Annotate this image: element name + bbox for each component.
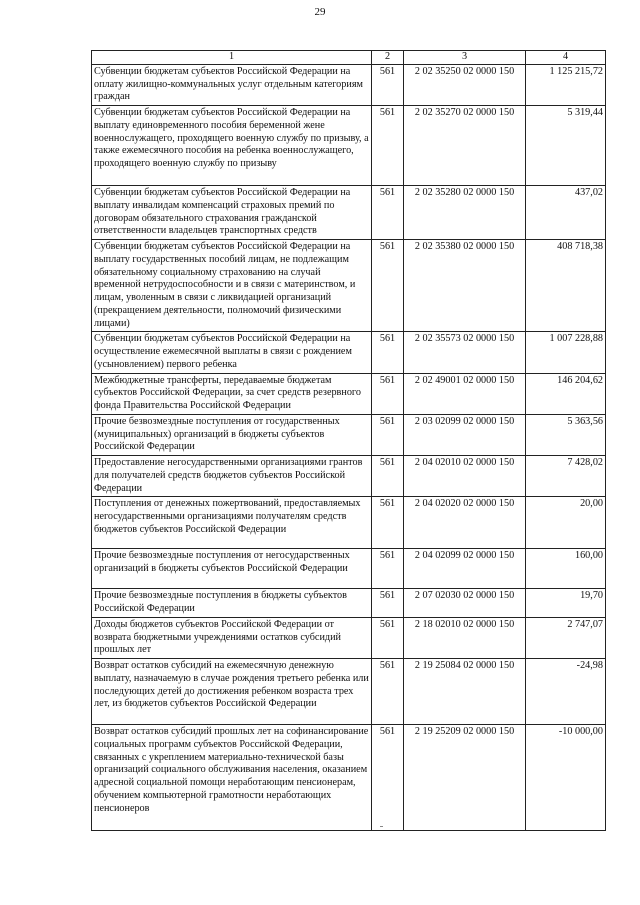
row-amount: -10 000,00 [526,725,606,831]
row-name: Субвенции бюджетам субъектов Российской Федерации на выплату инвалидам компенсаций страховых премий по договорам обязательного страхования гражданской ответственности владельцев транспортных средств [92,186,372,240]
column-header-3: 3 [404,51,526,65]
row-admin-code: 561 [372,414,404,455]
row-name: Прочие безвозмездные поступления в бюджеты субъектов Российской Федерации [92,589,372,618]
row-amount: 5 319,44 [526,106,606,186]
row-admin-code: 561 [372,456,404,497]
table-row [92,617,606,658]
row-amount: 437,02 [526,186,606,240]
table-row [92,332,606,373]
table-row [92,549,606,589]
row-budget-code: 2 04 02020 02 0000 150 [404,497,526,549]
budget-revenue-table [91,50,606,831]
row-name: Поступления от денежных пожертвований, предоставляемых негосударственными организациями получателям средств бюджетов субъектов Российской Федерации [92,497,372,549]
table-row [92,64,606,105]
row-budget-code: 2 04 02010 02 0000 150 [404,456,526,497]
row-amount: 1 007 228,88 [526,332,606,373]
row-name: Возврат остатков субсидий на ежемесячную денежную выплату, назначаемую в случае рождения третьего ребенка или последующих детей до достижения ребенком возраста трех лет, из бюджетов субъектов Российской Федерации [92,659,372,725]
row-admin-code: 561 [372,64,404,105]
table-row [92,414,606,455]
row-budget-code: 2 02 35250 02 0000 150 [404,64,526,105]
row-amount: 1 125 215,72 [526,64,606,105]
row-name: Прочие безвозмездные поступления от негосударственных организаций в бюджеты субъектов Российской Федерации [92,549,372,589]
row-admin-code: 561 [372,549,404,589]
row-budget-code: 2 03 02099 02 0000 150 [404,414,526,455]
row-budget-code: 2 02 35280 02 0000 150 [404,186,526,240]
row-admin-code: 561 [372,589,404,618]
row-admin-code: 561 [372,725,404,831]
row-name: Предоставление негосударственными организациями грантов для получателей средств бюджетов субъектов Российской Федерации [92,456,372,497]
scan-speck [380,826,383,827]
row-budget-code: 2 02 35573 02 0000 150 [404,332,526,373]
row-admin-code: 561 [372,497,404,549]
row-amount: 2 747,07 [526,617,606,658]
table-row [92,659,606,725]
row-amount: -24,98 [526,659,606,725]
row-budget-code: 2 02 35380 02 0000 150 [404,240,526,332]
column-header-4: 4 [526,51,606,65]
row-name: Возврат остатков субсидий прошлых лет на софинансирование социальных программ субъектов Российской Федерации, связанных с укреплением материально-технической базы организаций социального обслуживания населения, оказанием адресной социальной помощи неработающим пенсионерам, обучением компьютерной грамотности неработающих пенсионеров [92,725,372,831]
row-name: Субвенции бюджетам субъектов Российской Федерации на осуществление ежемесячной выплаты в связи с рождением (усыновлением) первого ребенка [92,332,372,373]
row-admin-code: 561 [372,332,404,373]
row-admin-code: 561 [372,659,404,725]
row-amount: 160,00 [526,549,606,589]
row-name: Субвенции бюджетам субъектов Российской Федерации на выплату государственных пособий лицам, не подлежащим обязательному социальному страхованию на случай временной нетрудоспособности и в связи с материнством, и лицам, уволенным в связи с ликвидацией организаций (прекращением деятельности, полномочий физическими лицами) [92,240,372,332]
row-amount: 20,00 [526,497,606,549]
row-amount: 146 204,62 [526,373,606,414]
page-number: 29 [314,6,326,18]
row-amount: 19,70 [526,589,606,618]
row-admin-code: 561 [372,617,404,658]
column-header-1: 1 [92,51,372,65]
row-admin-code: 561 [372,240,404,332]
row-budget-code: 2 19 25084 02 0000 150 [404,659,526,725]
row-budget-code: 2 07 02030 02 0000 150 [404,589,526,618]
row-amount: 7 428,02 [526,456,606,497]
column-header-2: 2 [372,51,404,65]
table-row [92,373,606,414]
row-budget-code: 2 04 02099 02 0000 150 [404,549,526,589]
row-budget-code: 2 19 25209 02 0000 150 [404,725,526,831]
row-name: Доходы бюджетов субъектов Российской Федерации от возврата бюджетными учреждениями остатков субсидий прошлых лет [92,617,372,658]
row-budget-code: 2 18 02010 02 0000 150 [404,617,526,658]
row-amount: 408 718,38 [526,240,606,332]
row-name: Субвенции бюджетам субъектов Российской Федерации на оплату жилищно-коммунальных услуг отдельным категориям граждан [92,64,372,105]
row-admin-code: 561 [372,186,404,240]
table-row [92,725,606,831]
row-amount: 5 363,56 [526,414,606,455]
table-row [92,186,606,240]
row-budget-code: 2 02 35270 02 0000 150 [404,106,526,186]
row-budget-code: 2 02 49001 02 0000 150 [404,373,526,414]
row-name: Межбюджетные трансферты, передаваемые бюджетам субъектов Российской Федерации, за счет средств резервного фонда Правительства Российской Федерации [92,373,372,414]
row-name: Прочие безвозмездные поступления от государственных (муниципальных) организаций в бюджеты субъектов Российской Федерации [92,414,372,455]
table-header-row [92,51,606,65]
table-row [92,106,606,186]
table-row [92,497,606,549]
table-row [92,589,606,618]
row-admin-code: 561 [372,106,404,186]
table-row [92,240,606,332]
row-name: Субвенции бюджетам субъектов Российской Федерации на выплату единовременного пособия беременной жене военнослужащего, проходящего военную службу по призыву, а также ежемесячного пособия на ребенка военнослужащего, проходящего военную службу по призыву [92,106,372,186]
table-row [92,456,606,497]
row-admin-code: 561 [372,373,404,414]
